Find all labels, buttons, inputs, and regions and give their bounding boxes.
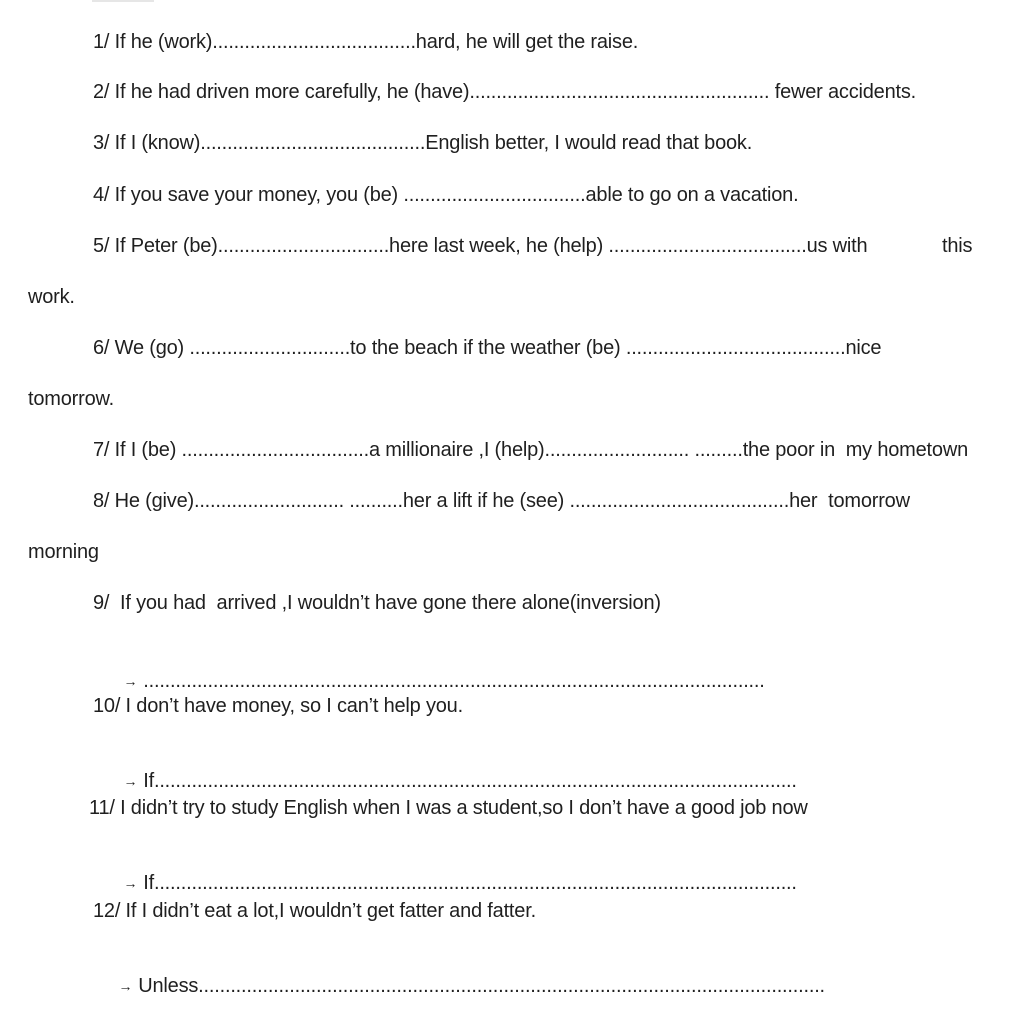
arrow-icon: → — [123, 773, 138, 789]
exercise-5-continuation: work. — [28, 286, 75, 308]
exercise-8-continuation: morning — [28, 541, 99, 563]
answer-prompt: If........................................................................................................................ — [143, 770, 797, 792]
exercise-12-answer-line[interactable] — [97, 950, 825, 997]
exercise-9-answer-line[interactable] — [102, 645, 765, 692]
answer-prompt: If........................................................................................................................ — [143, 872, 797, 894]
exercise-8-text: 8/ He (give)............................ ..........her a lift if he (see) .........................................her tomorrow — [93, 490, 910, 512]
exercise-6-continuation: tomorrow. — [28, 388, 115, 410]
exercise-11-answer-line[interactable] — [102, 847, 797, 894]
exercise-12-text: 12/ If I didn’t eat a lot,I wouldn’t get fatter and fatter. — [93, 900, 536, 922]
exercise-3-text: 3/ If I (know)..........................................English better, I would read that book. — [93, 132, 753, 154]
exercise-11-text: 11/ I didn’t try to study English when I was a student,so I don’t have a good job now — [89, 797, 808, 819]
exercise-10-text: 10/ I don’t have money, so I can’t help you. — [93, 695, 463, 717]
answer-dots: .................................................................................................................... — [143, 670, 765, 692]
exercise-9-text: 9/ If you had arrived ,I wouldn’t have gone there alone(inversion) — [93, 592, 661, 614]
arrow-icon: → — [118, 978, 133, 994]
exercise-4-text: 4/ If you save your money, you (be) ..................................able to go on a vacation. — [93, 184, 799, 206]
top-edge-mark — [92, 0, 154, 2]
arrow-icon: → — [123, 875, 138, 891]
exercise-5-text: 5/ If Peter (be)................................here last week, he (help) .....................................us with — [93, 235, 868, 257]
exercise-6-text: 6/ We (go) ..............................to the beach if the weather (be) .........................................nice — [93, 337, 882, 359]
exercise-1-text: 1/ If he (work)......................................hard, he will get the raise. — [93, 31, 639, 53]
exercise-7-text: 7/ If I (be) ...................................a millionaire ,I (help)........................... .........the poor in my hometown — [93, 439, 969, 461]
exercise-10-answer-line[interactable] — [102, 745, 797, 792]
answer-prompt: Unless..................................................................................................................... — [138, 975, 825, 997]
exercise-5-text-end: this — [942, 235, 973, 257]
arrow-icon: → — [123, 673, 138, 689]
exercise-2-text: 2/ If he had driven more carefully, he (have)........................................................ fewer accidents. — [93, 81, 917, 103]
